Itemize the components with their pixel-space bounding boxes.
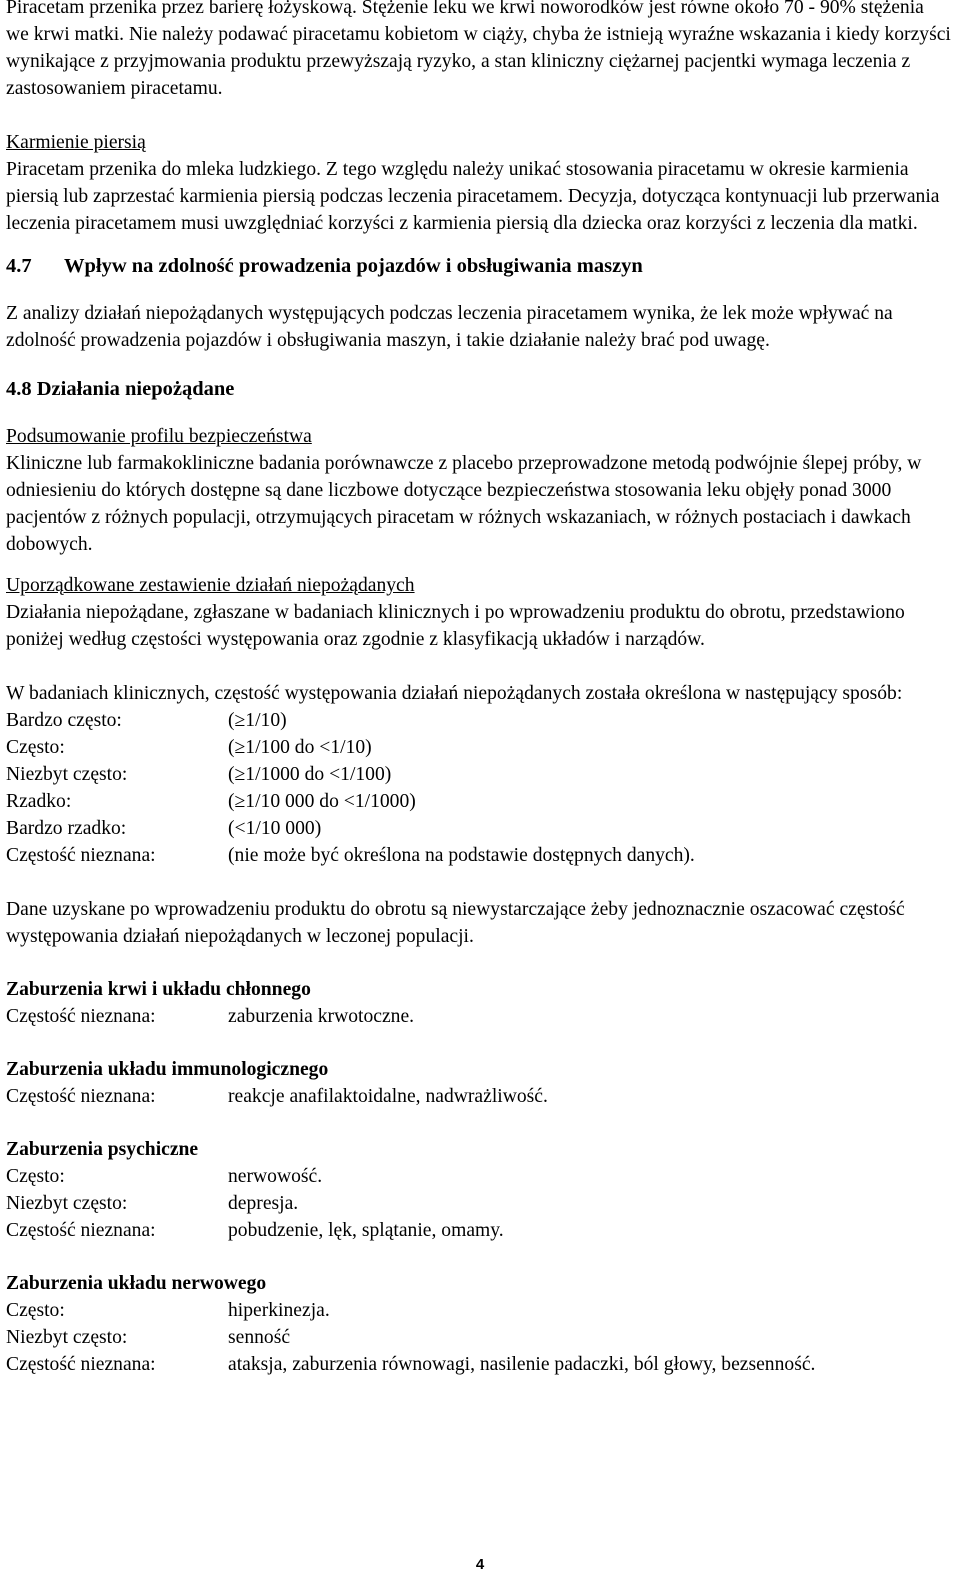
- safety-summary-paragraph: Kliniczne lub farmakokliniczne badania porównawcze z placebo przeprowadzone metodą podwójnie ślepej próby, w odniesieniu do których dostępne są dane liczbowe dotyczące bezpieczeństwa stosowania leku objęły ponad 3000 pacjentów z różnych populacji, otrzymujących piracetam w różnych wskazaniach, w różnych postaciach i dawkach dobowych.: [6, 453, 922, 555]
- soc-immune: [6, 1056, 951, 1110]
- section-4-8-heading: 4.8 Działania niepożądane: [6, 378, 235, 400]
- frequency-row: [6, 788, 951, 815]
- frequency-label: Częstość nieznana:: [6, 845, 156, 866]
- breastfeeding-paragraph: Piracetam przenika do mleka ludzkiego. Z tego względu należy unikać stosowania piracetamu w okresie karmienia piersią lub zaprzestać karmienia piersią podczas leczenia piracetamem. Decyzja, dotycząca kontynuacji lub przerwania leczenia piracetamem musi uwzględniać korzyści z karmienia piersią dla dziecka oraz korzyści z leczenia dla matki.: [6, 159, 940, 234]
- frequency-label: Bardzo często:: [6, 710, 122, 731]
- section-title: Wpływ na zdolność prowadzenia pojazdów i obsługiwania maszyn: [64, 255, 643, 277]
- document-page: [6, 0, 951, 1378]
- soc-reaction: depresja.: [228, 1193, 299, 1214]
- soc-frequency: Niezbyt często:: [6, 1327, 128, 1348]
- soc-reaction: hiperkinezja.: [228, 1300, 330, 1321]
- soc-frequency: Częstość nieznana:: [6, 1086, 156, 1107]
- soc-row: [6, 1297, 951, 1324]
- soc-frequency: Częstość nieznana:: [6, 1220, 156, 1241]
- frequency-row: [6, 707, 951, 734]
- soc-row: [6, 1324, 951, 1351]
- soc-row: [6, 1003, 951, 1030]
- soc-frequency: Często:: [6, 1300, 65, 1321]
- section-4-7-heading: [6, 253, 951, 280]
- frequency-table: [6, 707, 951, 869]
- soc-reaction: reakcje anafilaktoidalne, nadwrażliwość.: [228, 1086, 548, 1107]
- soc-row: [6, 1351, 951, 1378]
- soc-reaction: senność: [228, 1327, 291, 1348]
- frequency-intro: W badaniach klinicznych, częstość występowania działań niepożądanych została określona w następujący sposób:: [6, 683, 903, 704]
- soc-heading: Zaburzenia krwi i układu chłonnego: [6, 979, 311, 1000]
- frequency-row: [6, 761, 951, 788]
- frequency-label: Rzadko:: [6, 791, 72, 812]
- soc-reaction: pobudzenie, lęk, splątanie, omamy.: [228, 1220, 504, 1241]
- soc-row: [6, 1217, 951, 1244]
- postmarketing-paragraph: Dane uzyskane po wprowadzeniu produktu do obrotu są niewystarczające żeby jednoznacznie oszacować częstość występowania działań niepożądanych w leczonej populacji.: [6, 899, 905, 947]
- adverse-list-paragraph: Działania niepożądane, zgłaszane w badaniach klinicznych i po wprowadzeniu produktu do obrotu, przedstawiono poniżej według częstości występowania oraz zgodnie z klasyfikacją układów i narządów.: [6, 602, 905, 650]
- soc-reaction: nerwowość.: [228, 1166, 323, 1187]
- section-number: 4.7: [6, 255, 32, 277]
- frequency-value: (≥1/100 do <1/10): [228, 737, 372, 758]
- soc-heading: Zaburzenia układu nerwowego: [6, 1273, 267, 1294]
- page-number: 4: [475, 1556, 485, 1573]
- soc-row: [6, 1163, 951, 1190]
- frequency-row: [6, 734, 951, 761]
- frequency-value: (<1/10 000): [228, 818, 322, 839]
- soc-row: [6, 1190, 951, 1217]
- frequency-label: Niezbyt często:: [6, 764, 128, 785]
- frequency-value: (≥1/10): [228, 710, 287, 731]
- soc-frequency: Niezbyt często:: [6, 1193, 128, 1214]
- frequency-value: (≥1/1000 do <1/100): [228, 764, 392, 785]
- soc-psychiatric: [6, 1136, 951, 1244]
- soc-row: [6, 1083, 951, 1110]
- soc-heading: Zaburzenia psychiczne: [6, 1139, 199, 1160]
- driving-paragraph: Z analizy działań niepożądanych występujących podczas leczenia piracetamem wynika, że lek może wpływać na zdolność prowadzenia pojazdów i obsługiwania maszyn, i takie działanie należy brać pod uwagę.: [6, 303, 893, 351]
- adverse-list-heading: Uporządkowane zestawienie działań niepożądanych: [6, 575, 415, 596]
- pregnancy-paragraph: Piracetam przenika przez barierę łożyskową. Stężenie leku we krwi noworodków jest równe około 70 - 90% stężenia we krwi matki. Nie należy podawać piracetamu kobietom w ciąży, chyba że istnieją wyraźne wskazania i kiedy korzyści wynikające z przyjmowania produktu przewyższają ryzyko, a stan kliniczny ciężarnej pacjentki wymaga leczenia z zastosowaniem piracetamu.: [6, 0, 951, 99]
- frequency-value: (nie może być określona na podstawie dostępnych danych).: [228, 845, 695, 866]
- frequency-row: [6, 815, 951, 842]
- soc-reaction: ataksja, zaburzenia równowagi, nasilenie padaczki, ból głowy, bezsenność.: [228, 1354, 816, 1375]
- frequency-label: Bardzo rzadko:: [6, 818, 127, 839]
- frequency-label: Często:: [6, 737, 65, 758]
- soc-frequency: Częstość nieznana:: [6, 1006, 156, 1027]
- soc-nervous: [6, 1270, 951, 1378]
- soc-frequency: Często:: [6, 1166, 65, 1187]
- soc-heading: Zaburzenia układu immunologicznego: [6, 1059, 329, 1080]
- safety-summary-heading: Podsumowanie profilu bezpieczeństwa: [6, 426, 312, 447]
- soc-reaction: zaburzenia krwotoczne.: [228, 1006, 415, 1027]
- soc-blood: [6, 976, 951, 1030]
- soc-frequency: Częstość nieznana:: [6, 1354, 156, 1375]
- frequency-value: (≥1/10 000 do <1/1000): [228, 791, 416, 812]
- breastfeeding-heading: Karmienie piersią: [6, 132, 146, 153]
- frequency-row: [6, 842, 951, 869]
